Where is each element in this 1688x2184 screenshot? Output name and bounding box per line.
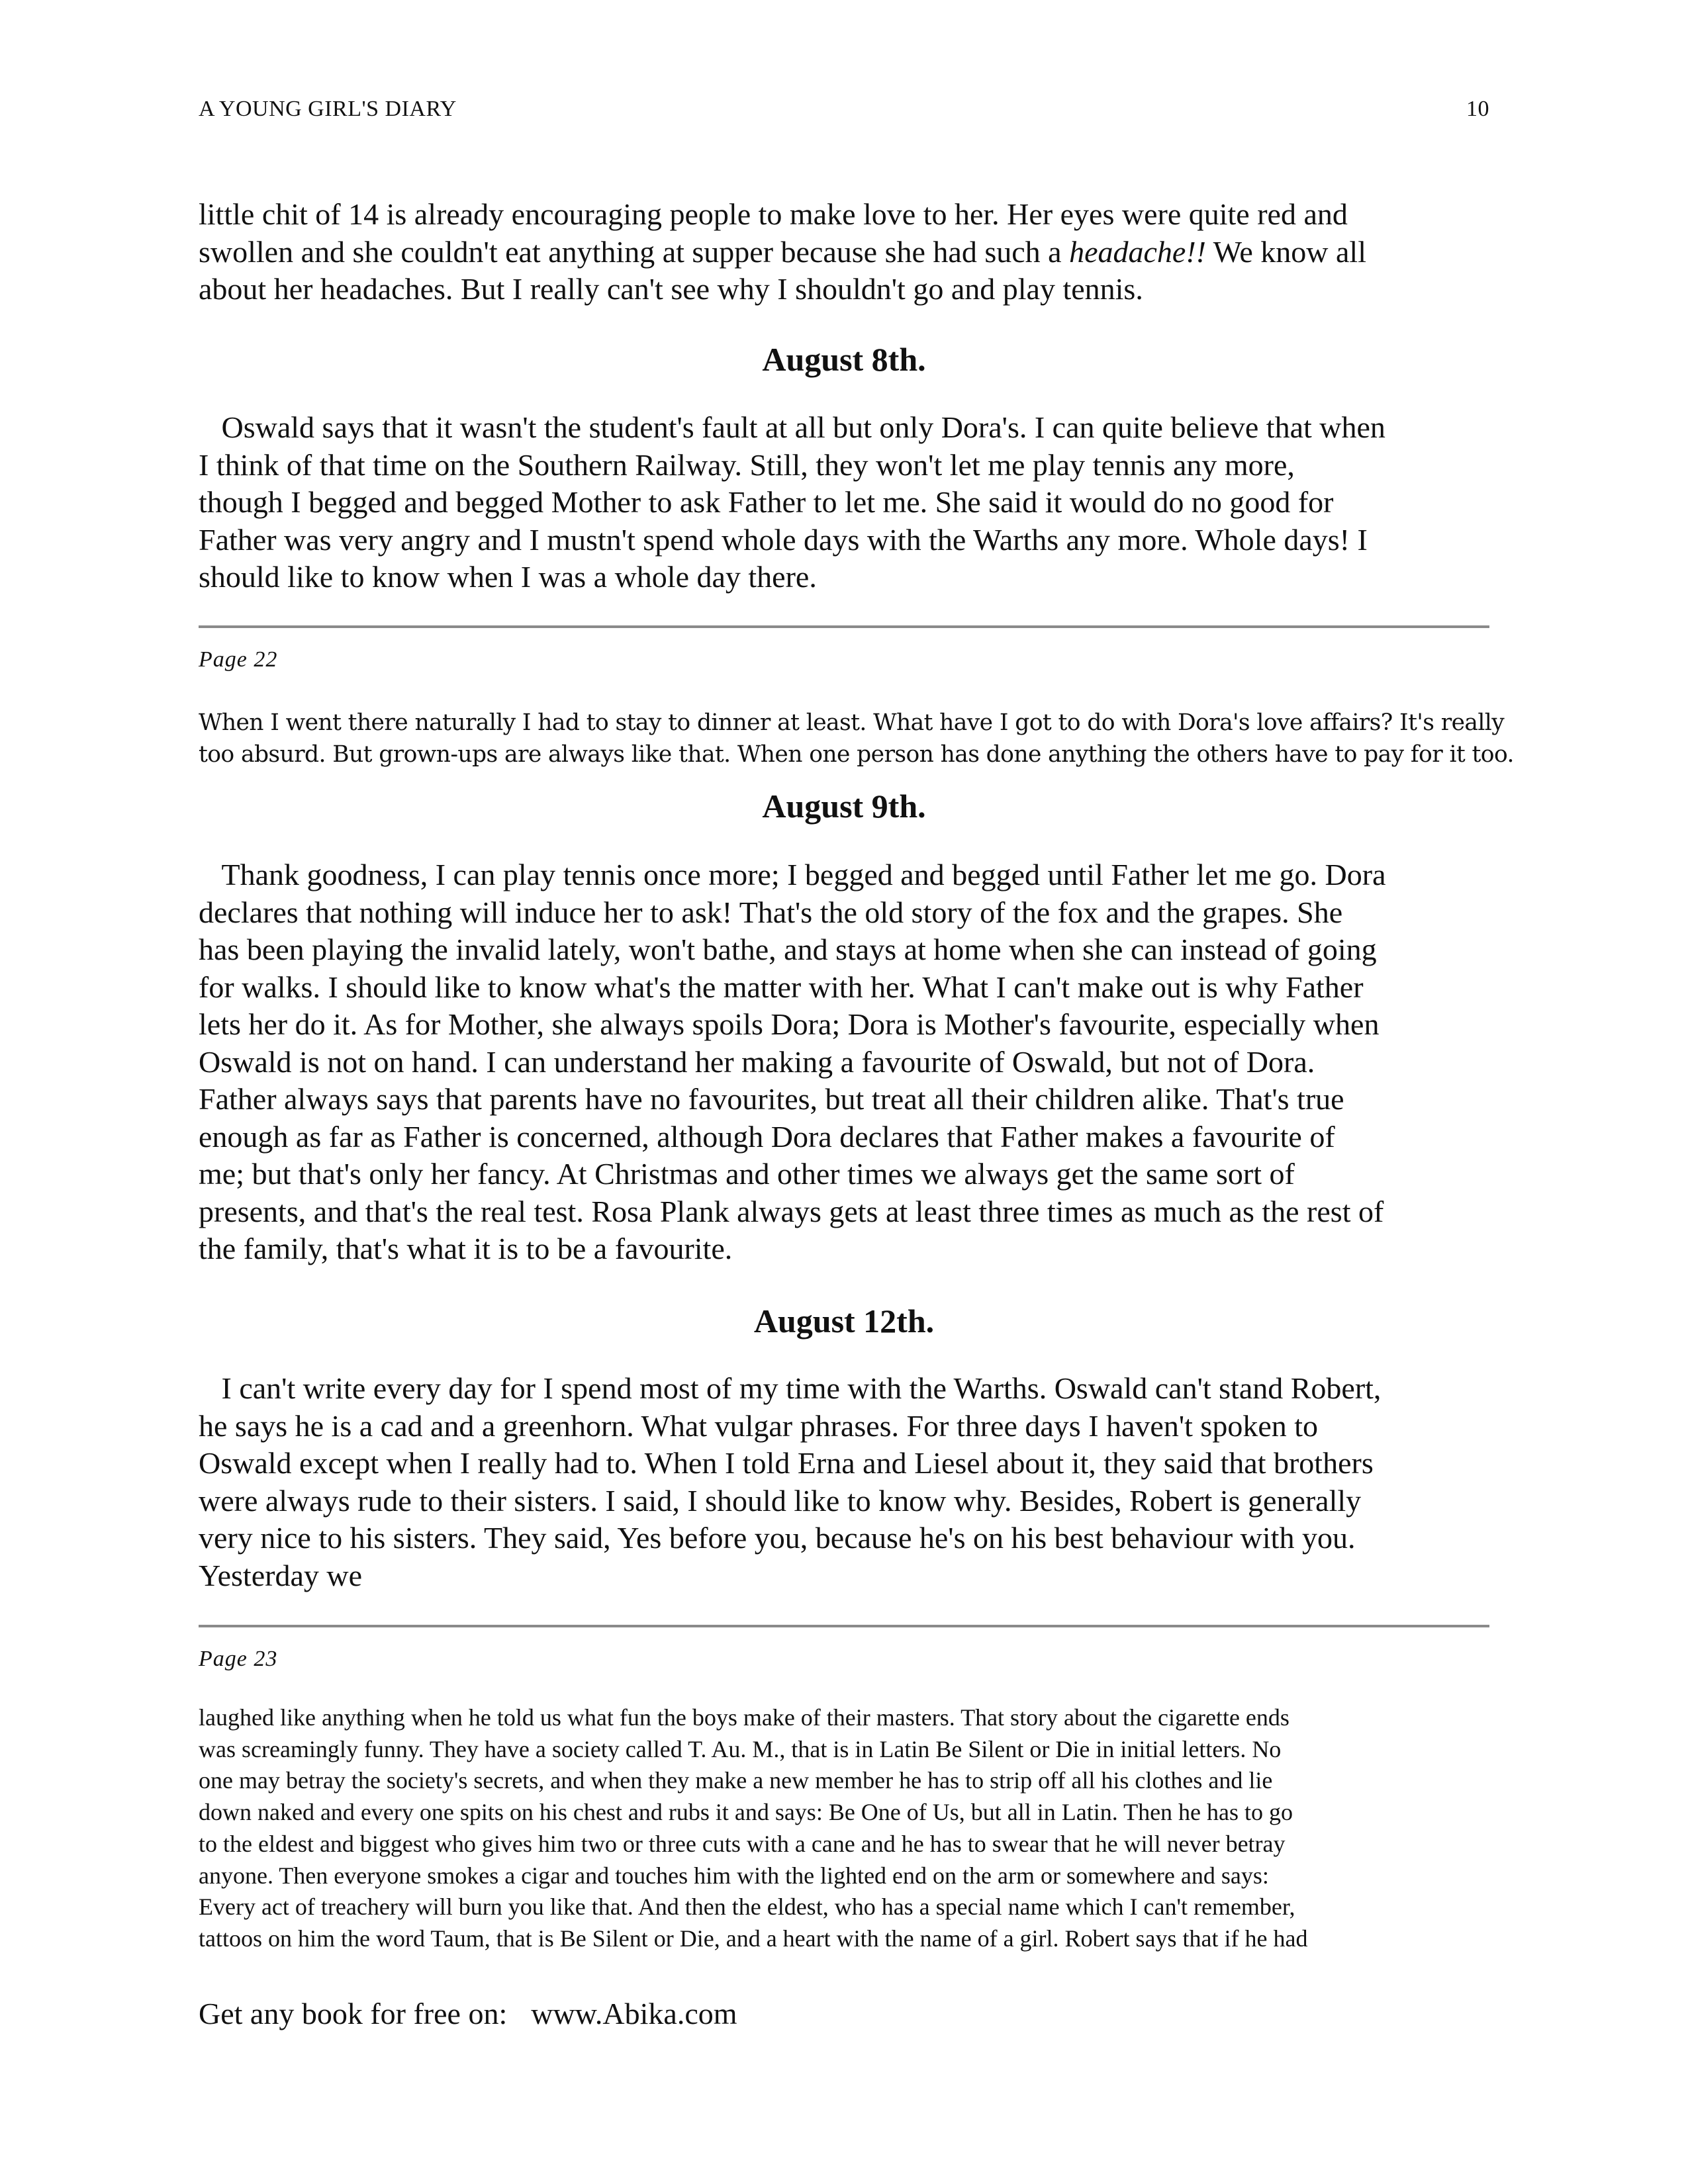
text-line: Thank goodness, I can play tennis once more; I begged and begged until Father let me go. Dora	[199, 858, 1386, 891]
text-line: swollen and she couldn't eat anything at supper because she had such a headache!! We know all	[199, 234, 1366, 269]
text-line: very nice to his sisters. They said, Yes before you, because he's on his best behaviour with you.	[199, 1521, 1356, 1555]
text-line: should like to know when I was a whole day there.	[199, 560, 817, 594]
text-line: I can't write every day for I spend most of my time with the Warths. Oswald can't stand Robert,	[199, 1371, 1382, 1405]
text-line: for walks. I should like to know what's the matter with her. What I can't make out is why Father	[199, 970, 1364, 1004]
entry-aug-8	[199, 409, 1385, 596]
text-line: Father always says that parents have no favourites, but treat all their children alike. That's true	[199, 1082, 1344, 1116]
text-line: the family, that's what it is to be a favourite.	[199, 1232, 733, 1265]
text-line: Oswald says that it wasn't the student's fault at all but only Dora's. I can quite believe that when	[199, 410, 1385, 444]
text-line: Yesterday we	[199, 1558, 363, 1592]
text-line: he says he is a cad and a greenhorn. What vulgar phrases. For three days I haven't spoken to	[199, 1408, 1319, 1443]
text-line: were always rude to their sisters. I said, I should like to know why. Besides, Robert is generally	[199, 1483, 1362, 1518]
text-line: me; but that's only her fancy. At Christmas and other times we always get the same sort of	[199, 1157, 1295, 1191]
text-line: Father was very angry and I mustn't spend whole days with the Warths any more. Whole days! I	[199, 522, 1368, 557]
text-line: one may betray the society's secrets, and when they make a new member he has to strip off all his clothes and lie	[199, 1767, 1273, 1794]
page-label-23: Page 23	[199, 1647, 278, 1671]
text-line: too absurd. But grown-ups are always like that. When one person has done anything the others have to pay for it too.	[199, 741, 1514, 768]
footer-text: Get any book for free on:	[199, 1997, 508, 2030]
entry-heading-aug-12: August 12th.	[753, 1302, 935, 1340]
book-title: A YOUNG GIRL'S DIARY	[199, 97, 457, 121]
entry-aug-9	[199, 856, 1385, 1268]
text-line: to the eldest and biggest who gives him two or three cuts with a cane and he has to swear that he will never betray	[199, 1830, 1286, 1857]
text-line: enough as far as Father is concerned, although Dora declares that Father makes a favourite of	[199, 1119, 1335, 1154]
text-line: Oswald is not on hand. I can understand her making a favourite of Oswald, but not of Dora.	[199, 1044, 1315, 1079]
page-label-22: Page 22	[199, 647, 278, 672]
page-divider	[199, 1625, 1489, 1627]
text-line: about her headaches. But I really can't see why I shouldn't go and play tennis.	[199, 272, 1143, 306]
text-line: little chit of 14 is already encouraging people to make love to her. Her eyes were quite red and	[199, 197, 1348, 231]
text-line: I think of that time on the Southern Railway. Still, they won't let me play tennis any more,	[199, 447, 1295, 482]
entry-heading-aug-9: August 9th.	[762, 788, 926, 825]
page-number: 10	[1466, 97, 1489, 121]
footer	[199, 1996, 737, 2031]
page-divider	[199, 625, 1489, 628]
text-line: laughed like anything when he told us what fun the boys make of their masters. That story about the cigarette ends	[199, 1704, 1289, 1731]
text-line: declares that nothing will induce her to ask! That's the old story of the fox and the grapes. She	[199, 895, 1343, 929]
page-22-text	[199, 707, 1514, 770]
running-header	[199, 97, 1489, 130]
text-line: Oswald except when I really had to. When I told Erna and Liesel about it, they said that brothers	[199, 1446, 1374, 1480]
text-line: down naked and every one spits on his chest and rubs it and says: Be One of Us, but all in Latin. Then he has to go	[199, 1799, 1293, 1826]
text-line: When I went there naturally I had to stay to dinner at least. What have I got to do with Dora's love affairs? It's really	[199, 709, 1505, 736]
entry-aug-12	[199, 1370, 1381, 1594]
entry-heading-aug-8: August 8th.	[762, 341, 926, 378]
intro-paragraph	[199, 196, 1366, 308]
page-23-text	[199, 1702, 1307, 1955]
footer-link[interactable]: www.Abika.com	[531, 1997, 737, 2030]
text-line: lets her do it. As for Mother, she always spoils Dora; Dora is Mother's favourite, especially when	[199, 1007, 1380, 1041]
text-line: though I begged and begged Mother to ask Father to let me. She said it would do no good for	[199, 485, 1334, 519]
text-line: Every act of treachery will burn you like that. And then the eldest, who has a special name which I can't remember,	[199, 1893, 1295, 1921]
text-line: tattoos on him the word Taum, that is Be Silent or Die, and a heart with the name of a girl. Robert says that if he had	[199, 1925, 1308, 1952]
emphasis: headache!!	[1069, 234, 1206, 269]
text-line: anyone. Then everyone smokes a cigar and touches him with the lighted end on the arm or somewhere and says:	[199, 1862, 1269, 1889]
text-line: was screamingly funny. They have a society called T. Au. M., that is in Latin Be Silent or Die in initial letters. No	[199, 1735, 1282, 1762]
text-line: has been playing the invalid lately, won't bathe, and stays at home when she can instead of going	[199, 933, 1377, 966]
text-line: presents, and that's the real test. Rosa Plank always gets at least three times as much as the rest of	[199, 1194, 1384, 1228]
